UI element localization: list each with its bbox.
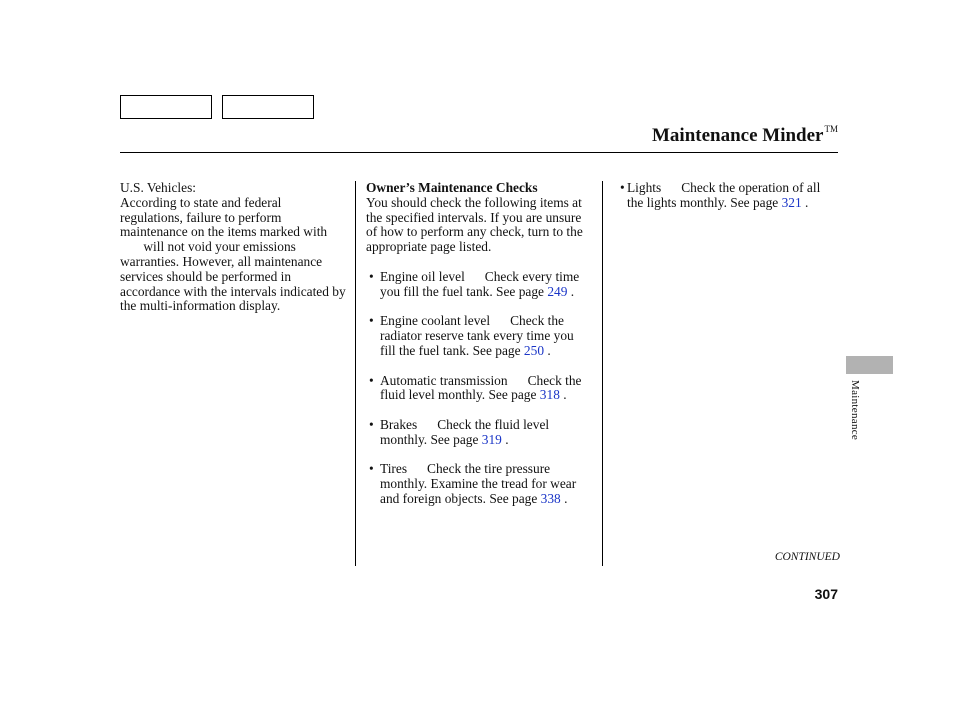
- check-text: Check the fluid level monthly. See page: [380, 372, 582, 403]
- list-item: • Automatic transmission Check the fluid level monthly. See page 318 .: [366, 374, 592, 404]
- list-item: • Engine coolant level Check the radiator reserve tank every time you fill the fuel tank. See page 250 .: [366, 314, 592, 358]
- us-vehicles-label: U.S. Vehicles:: [120, 180, 197, 195]
- check-item: Brakes: [380, 416, 418, 432]
- list-item: • Brakes Check the fluid level monthly. See page 319 .: [366, 418, 592, 448]
- check-item: Automatic transmission: [380, 372, 508, 388]
- section-tab[interactable]: [846, 356, 893, 374]
- column-divider: [602, 181, 603, 566]
- column-lights: [617, 181, 837, 225]
- check-item: Engine oil level: [380, 268, 465, 284]
- page-link[interactable]: 338: [540, 490, 561, 506]
- nav-box-contents[interactable]: [120, 95, 212, 119]
- us-vehicles-paragraph: [120, 196, 346, 314]
- page-link[interactable]: 250: [523, 342, 545, 358]
- us-vehicles-text-after: will not void your emissions warranties. However, all maintenance services should be performed in accordance with the intervals indicated by the multi-information display.: [120, 239, 346, 314]
- page-link[interactable]: 321: [781, 194, 802, 210]
- us-vehicles-text-before: According to state and federal regulations, failure to perform maintenance on the items marked with: [120, 194, 328, 240]
- title-rule: [120, 152, 838, 153]
- page-number: 307: [814, 586, 838, 602]
- nav-box-index[interactable]: [222, 95, 314, 119]
- column-owner-checks: [366, 181, 592, 522]
- owner-checks-intro: You should check the following items at the specified intervals. If you are unsure of how to perform any check, turn to the appropriate page listed.: [366, 194, 583, 255]
- check-item: Tires: [380, 461, 408, 477]
- list-item: • Engine oil level Check every time you fill the fuel tank. See page 249 .: [366, 270, 592, 300]
- check-item: Lights: [627, 180, 662, 195]
- check-item: Engine coolant level: [380, 313, 491, 329]
- check-text: Check the tire pressure monthly. Examine the tread for wear and foreign objects. See page: [380, 461, 577, 506]
- trademark-mark: TM: [824, 124, 838, 134]
- check-text: Check the fluid level monthly. See page: [380, 416, 550, 447]
- column-us-vehicles: [120, 181, 346, 314]
- column-divider: [355, 181, 356, 566]
- page-link[interactable]: 318: [539, 387, 560, 403]
- check-text: Check the operation of all the lights monthly. See page: [627, 180, 821, 210]
- page-link[interactable]: 319: [481, 431, 502, 447]
- check-text: Check every time you fill the fuel tank. See page: [380, 268, 580, 299]
- list-item: • Lights Check the operation of all the lights monthly. See page 321 .: [617, 181, 837, 211]
- owner-checks-heading: Owner’s Maintenance Checks: [366, 180, 538, 195]
- check-text: Check the radiator reserve tank every time you fill the fuel tank. See page: [380, 313, 574, 358]
- section-tab-label: Maintenance: [849, 380, 861, 441]
- owner-checks-list: [366, 270, 592, 507]
- continued-label: CONTINUED: [774, 551, 840, 563]
- page-title-text: Maintenance Minder: [651, 125, 824, 146]
- list-item: • Tires Check the tire pressure monthly. Examine the tread for wear and foreign objects. See page 338 .: [366, 462, 592, 506]
- page-title: [652, 124, 838, 147]
- page-link[interactable]: 249: [547, 283, 568, 299]
